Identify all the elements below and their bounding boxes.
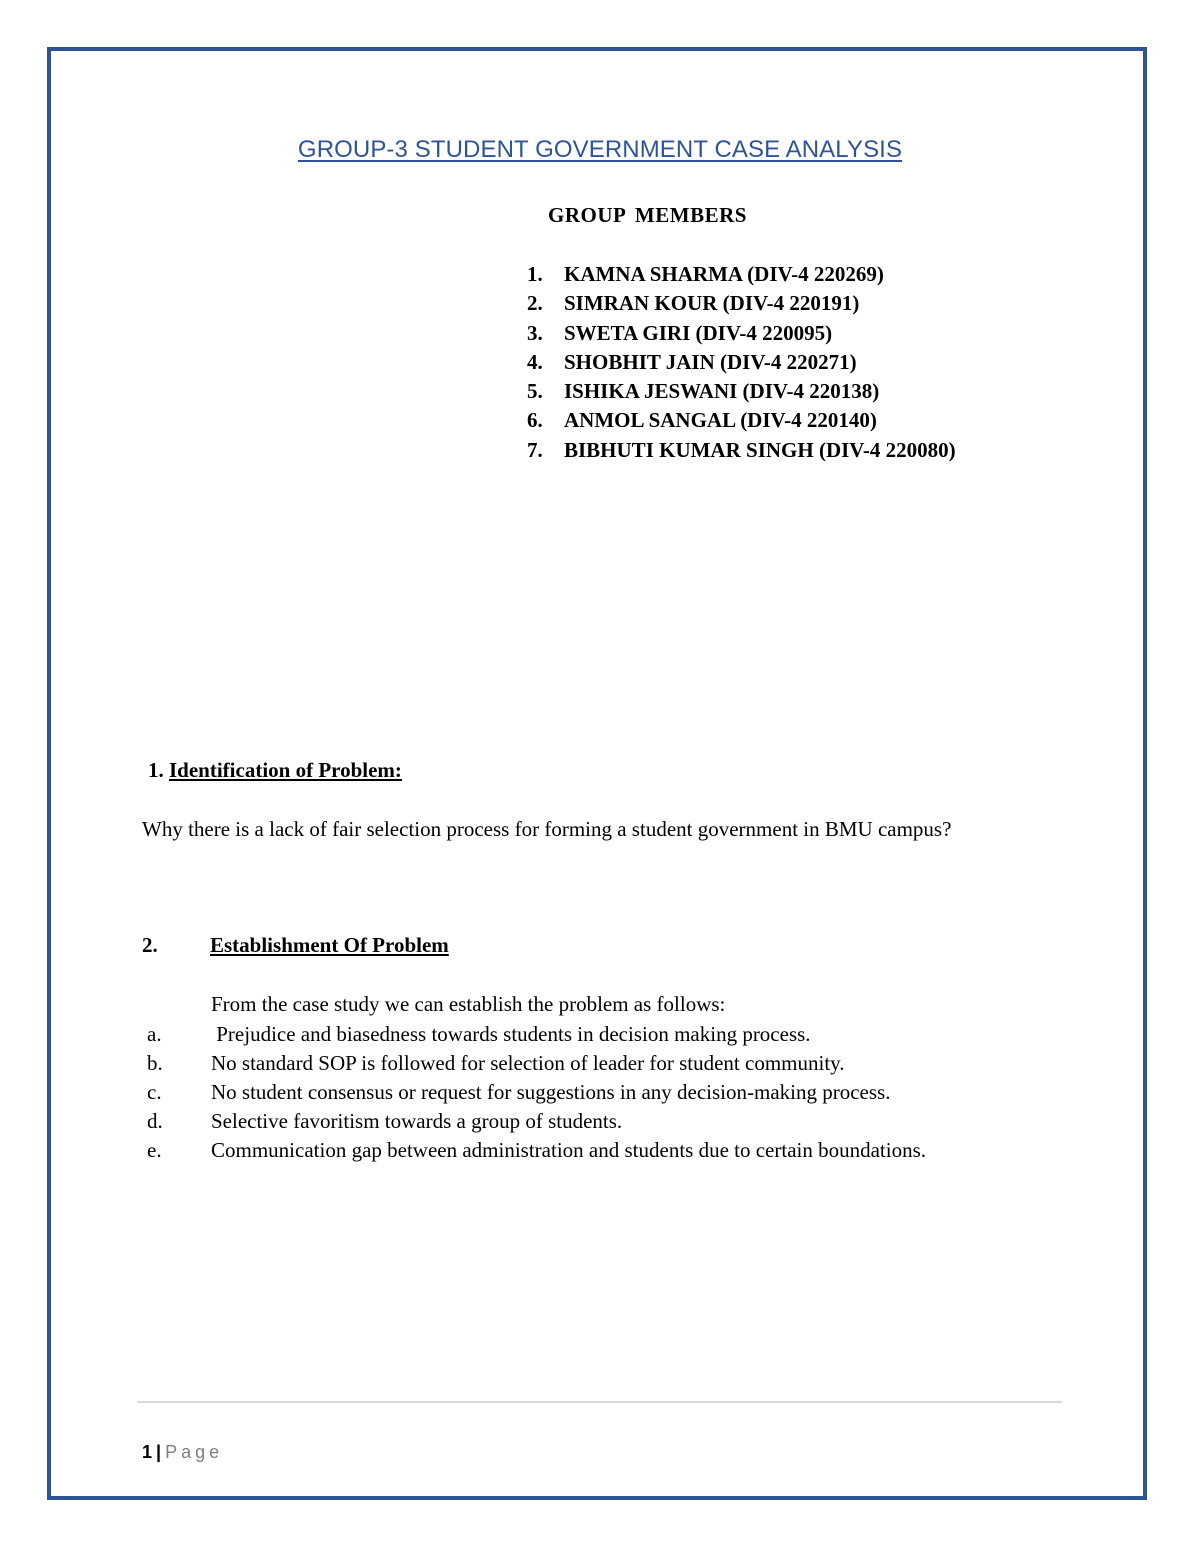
member-item bbox=[527, 319, 956, 348]
problem-item bbox=[147, 1049, 926, 1078]
member-name: SIMRAN KOUR (DIV-4 220191) bbox=[564, 291, 860, 316]
member-name: SWETA GIRI (DIV-4 220095) bbox=[564, 320, 833, 345]
section-2-title: Establishment Of Problem bbox=[210, 933, 449, 957]
member-name: BIBHUTI KUMAR SINGH (DIV-4 220080) bbox=[564, 437, 956, 462]
member-item bbox=[527, 289, 956, 318]
problem-marker: d. bbox=[147, 1109, 163, 1133]
problem-marker: c. bbox=[147, 1080, 162, 1104]
problem-text: Prejudice and biasedness towards students in decision making process. bbox=[211, 1022, 811, 1046]
document-title: GROUP-3 STUDENT GOVERNMENT CASE ANALYSIS bbox=[297, 136, 903, 163]
section-2-heading bbox=[142, 933, 449, 958]
footer-divider bbox=[137, 1401, 1062, 1403]
problems-list bbox=[147, 1020, 926, 1165]
problem-marker: a. bbox=[147, 1022, 162, 1046]
section-1-number: 1. bbox=[148, 758, 164, 782]
member-name: ANMOL SANGAL (DIV-4 220140) bbox=[564, 408, 877, 433]
problem-question: Why there is a lack of fair selection process for forming a student government in BMU campus? bbox=[142, 817, 952, 841]
member-item bbox=[527, 260, 956, 289]
problem-item bbox=[147, 1020, 926, 1049]
member-number: 6. bbox=[527, 408, 543, 433]
problem-text: Selective favoritism towards a group of students. bbox=[211, 1109, 623, 1133]
member-item bbox=[527, 377, 956, 406]
member-name: ISHIKA JESWANI (DIV-4 220138) bbox=[564, 379, 880, 404]
section-1-title: Identification of Problem: bbox=[169, 758, 402, 782]
section-2-intro: From the case study we can establish the problem as follows: bbox=[211, 992, 726, 1016]
member-name: SHOBHIT JAIN (DIV-4 220271) bbox=[564, 349, 857, 374]
problem-item bbox=[147, 1136, 926, 1165]
member-number: 5. bbox=[527, 379, 543, 404]
problem-marker: b. bbox=[147, 1051, 163, 1075]
member-number: 2. bbox=[527, 291, 543, 316]
member-item bbox=[527, 436, 956, 465]
members-list bbox=[527, 260, 956, 465]
problem-marker: e. bbox=[147, 1138, 162, 1162]
member-number: 4. bbox=[527, 349, 543, 374]
page-footer bbox=[142, 1442, 223, 1463]
member-number: 7. bbox=[527, 437, 543, 462]
problem-text: No student consensus or request for suggestions in any decision-making process. bbox=[211, 1080, 891, 1104]
member-item bbox=[527, 348, 956, 377]
page-label: Page bbox=[165, 1442, 224, 1462]
member-item bbox=[527, 406, 956, 435]
member-name: KAMNA SHARMA (DIV-4 220269) bbox=[564, 262, 884, 286]
problem-item bbox=[147, 1107, 926, 1136]
section-1-heading bbox=[148, 758, 402, 783]
member-number: 1. bbox=[527, 262, 543, 286]
problem-item bbox=[147, 1078, 926, 1107]
members-heading: GROUP MEMBERS bbox=[548, 203, 747, 227]
problem-text: No standard SOP is followed for selection of leader for student community. bbox=[211, 1051, 845, 1075]
member-number: 3. bbox=[527, 320, 543, 345]
footer-separator: | bbox=[156, 1442, 162, 1462]
section-2-number: 2. bbox=[142, 933, 158, 957]
page-number: 1 bbox=[142, 1442, 153, 1462]
problem-text: Communication gap between administration and students due to certain boundations. bbox=[211, 1138, 927, 1162]
